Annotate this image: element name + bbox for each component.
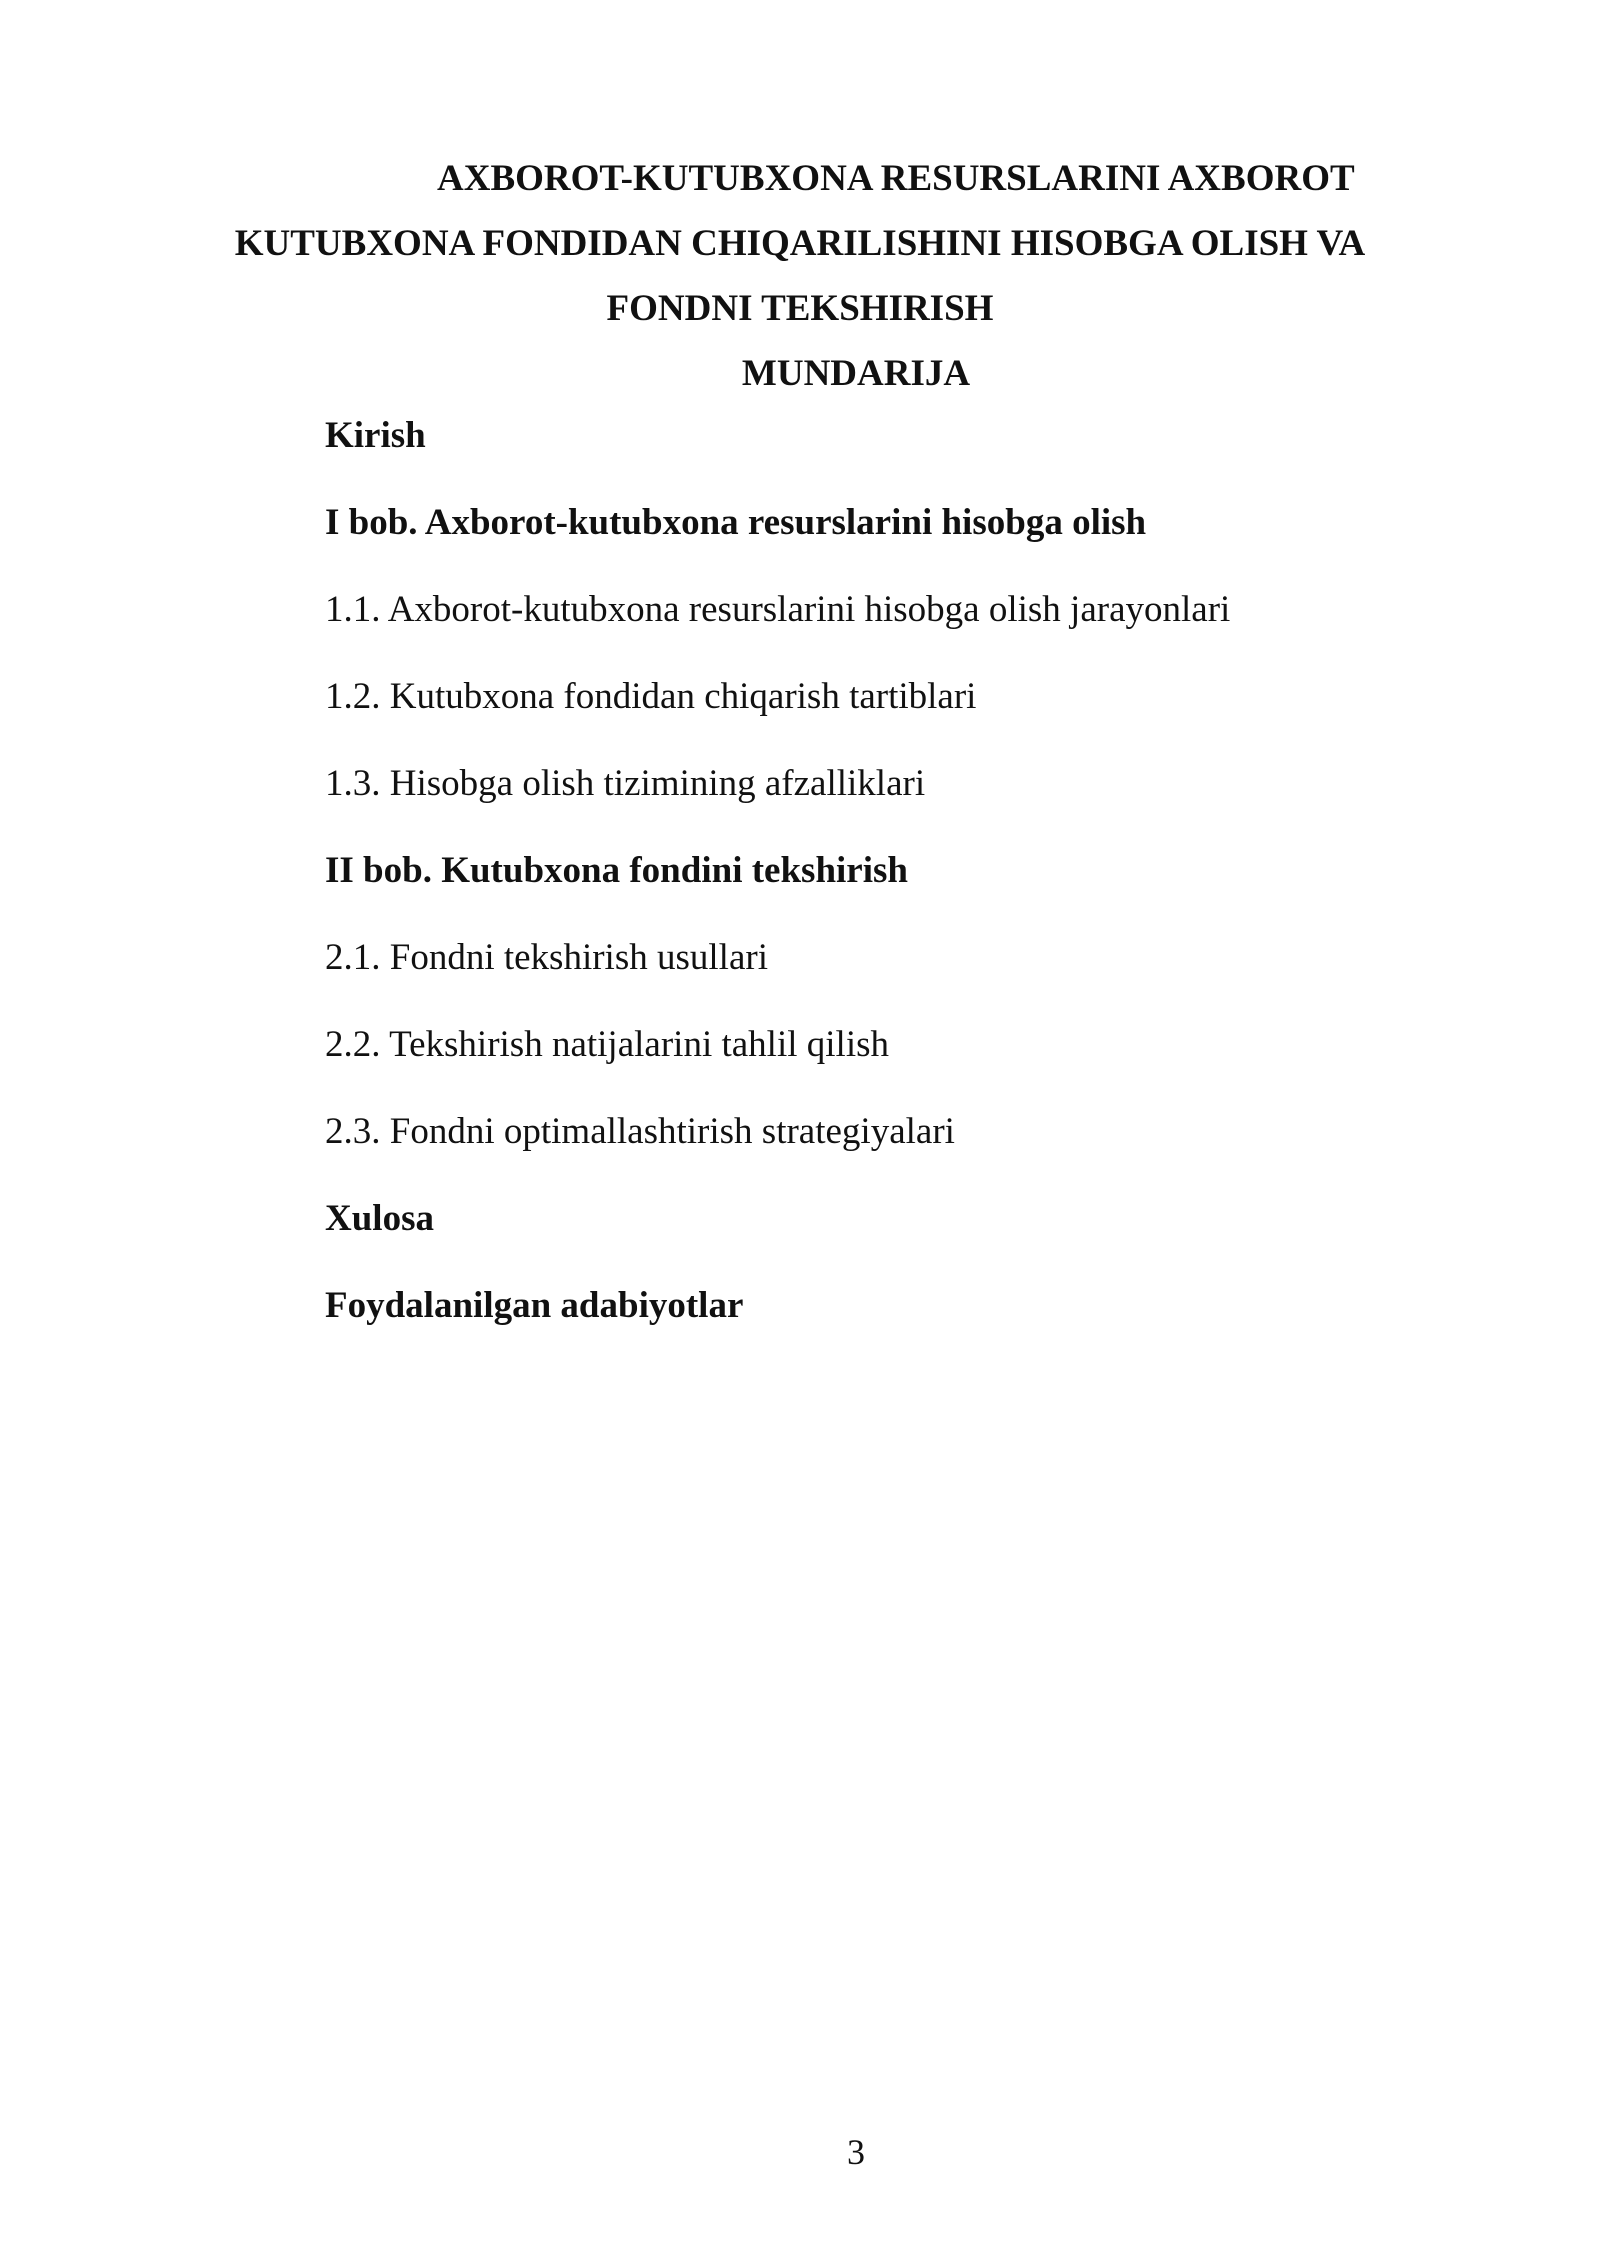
toc-item-section-1-3: 1.3. Hisobga olish tizimining afzalliklari [325,763,926,804]
toc-item-section-2-1: 2.1. Fondni tekshirish usullari [325,937,768,978]
toc-item-chapter-2: II bob. Kutubxona fondini tekshirish [325,850,908,891]
page-number: 3 [847,2132,865,2172]
toc-item-section-2-2: 2.2. Tekshirish natijalarini tahlil qilish [325,1024,889,1065]
toc-item-conclusion: Xulosa [325,1198,434,1239]
toc-item-section-2-3: 2.3. Fondni optimallashtirish strategiyalari [325,1111,955,1152]
toc-item-references: Foydalanilgan adabiyotlar [325,1285,744,1326]
table-of-contents [325,406,1425,1363]
toc-item-section-1-1: 1.1. Axborot-kutubxona resurslarini hisobga olish jarayonlari [325,589,1231,630]
toc-item-introduction: Kirish [325,415,426,456]
toc-heading: MUNDARIJA [741,353,971,394]
title-line: FONDNI TEKSHIRISH [606,288,994,329]
title-line: AXBOROT-KUTUBXONA RESURSLARINI AXBOROT [437,158,1355,199]
toc-item-section-1-2: 1.2. Kutubxona fondidan chiqarish tartiblari [325,676,977,717]
title-line: KUTUBXONA FONDIDAN CHIQARILISHINI HISOBGA OLISH VA [234,223,1366,264]
toc-item-chapter-1: I bob. Axborot-kutubxona resurslarini hisobga olish [325,502,1147,543]
